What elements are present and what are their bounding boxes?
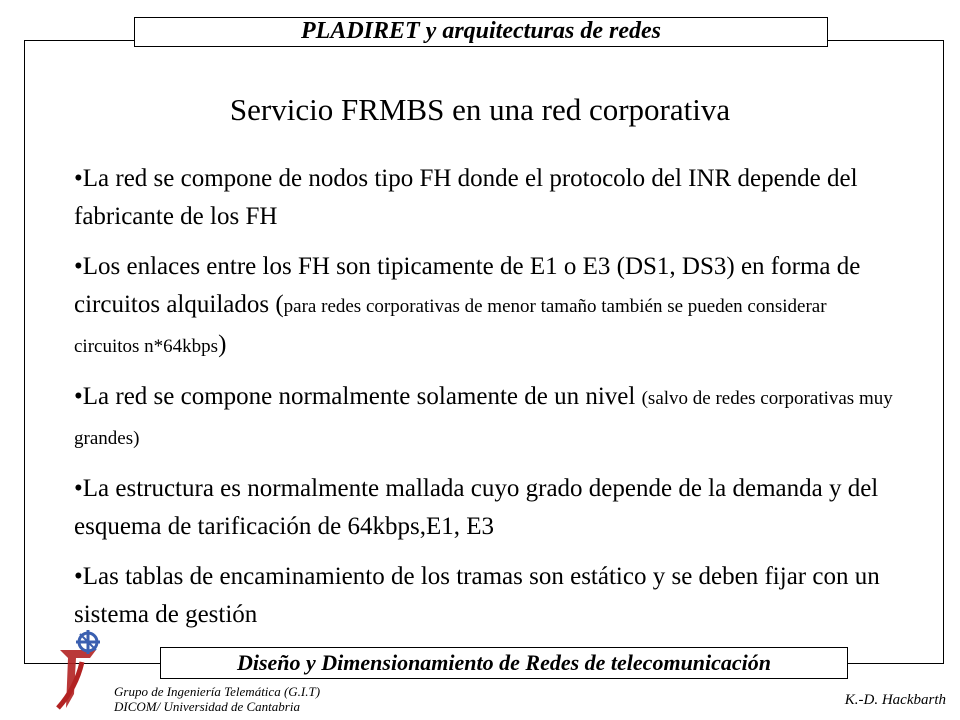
bullet-text: •Las tablas de encaminamiento de los tramas son estático y se deben fijar con un sistema de gestión xyxy=(74,563,880,628)
footer-group: Grupo de Ingeniería Telemática (G.I.T) xyxy=(114,684,321,699)
footer-author: K.-D. Hackbarth xyxy=(844,692,946,708)
bullet-text: •Los enlaces entre los FH son tipicamente de E1 o E3 (DS1, DS3) en forma de circuitos alquilados ( xyxy=(74,253,861,318)
bullet-text: •La red se compone de nodos tipo FH donde el protocolo del INR depende del fabricante de los FH xyxy=(74,165,858,230)
bullet-item xyxy=(74,248,894,366)
bullet-list xyxy=(74,160,894,646)
footer-course-title: Diseño y Dimensionamiento de Redes de telecomunicación xyxy=(160,647,848,679)
bullet-note: (salvo de redes corporativas muy grandes) xyxy=(74,388,893,449)
bullet-item xyxy=(74,378,894,458)
slide-title: Servicio FRMBS en una red corporativa xyxy=(229,92,731,127)
bullet-item xyxy=(74,470,894,546)
footer-affiliation xyxy=(114,684,320,714)
bullet-close-paren: ) xyxy=(218,331,227,358)
bullet-text: •La estructura es normalmente mallada cuyo grado depende de la demanda y del esquema de tarificación de 64kbps,E1, E3 xyxy=(74,475,879,540)
university-logo-icon xyxy=(46,628,118,714)
footer-dept: DICOM/ Universidad de Cantabria xyxy=(114,699,300,714)
bullet-item xyxy=(74,160,894,236)
bullet-text: •La red se compone normalmente solamente de un nivel xyxy=(74,383,642,410)
bullet-item xyxy=(74,558,894,634)
header-title: PLADIRET y arquitecturas de redes xyxy=(134,17,828,47)
bullet-note: para redes corporativas de menor tamaño también se pueden considerar circuitos n*64kbps xyxy=(74,296,827,357)
